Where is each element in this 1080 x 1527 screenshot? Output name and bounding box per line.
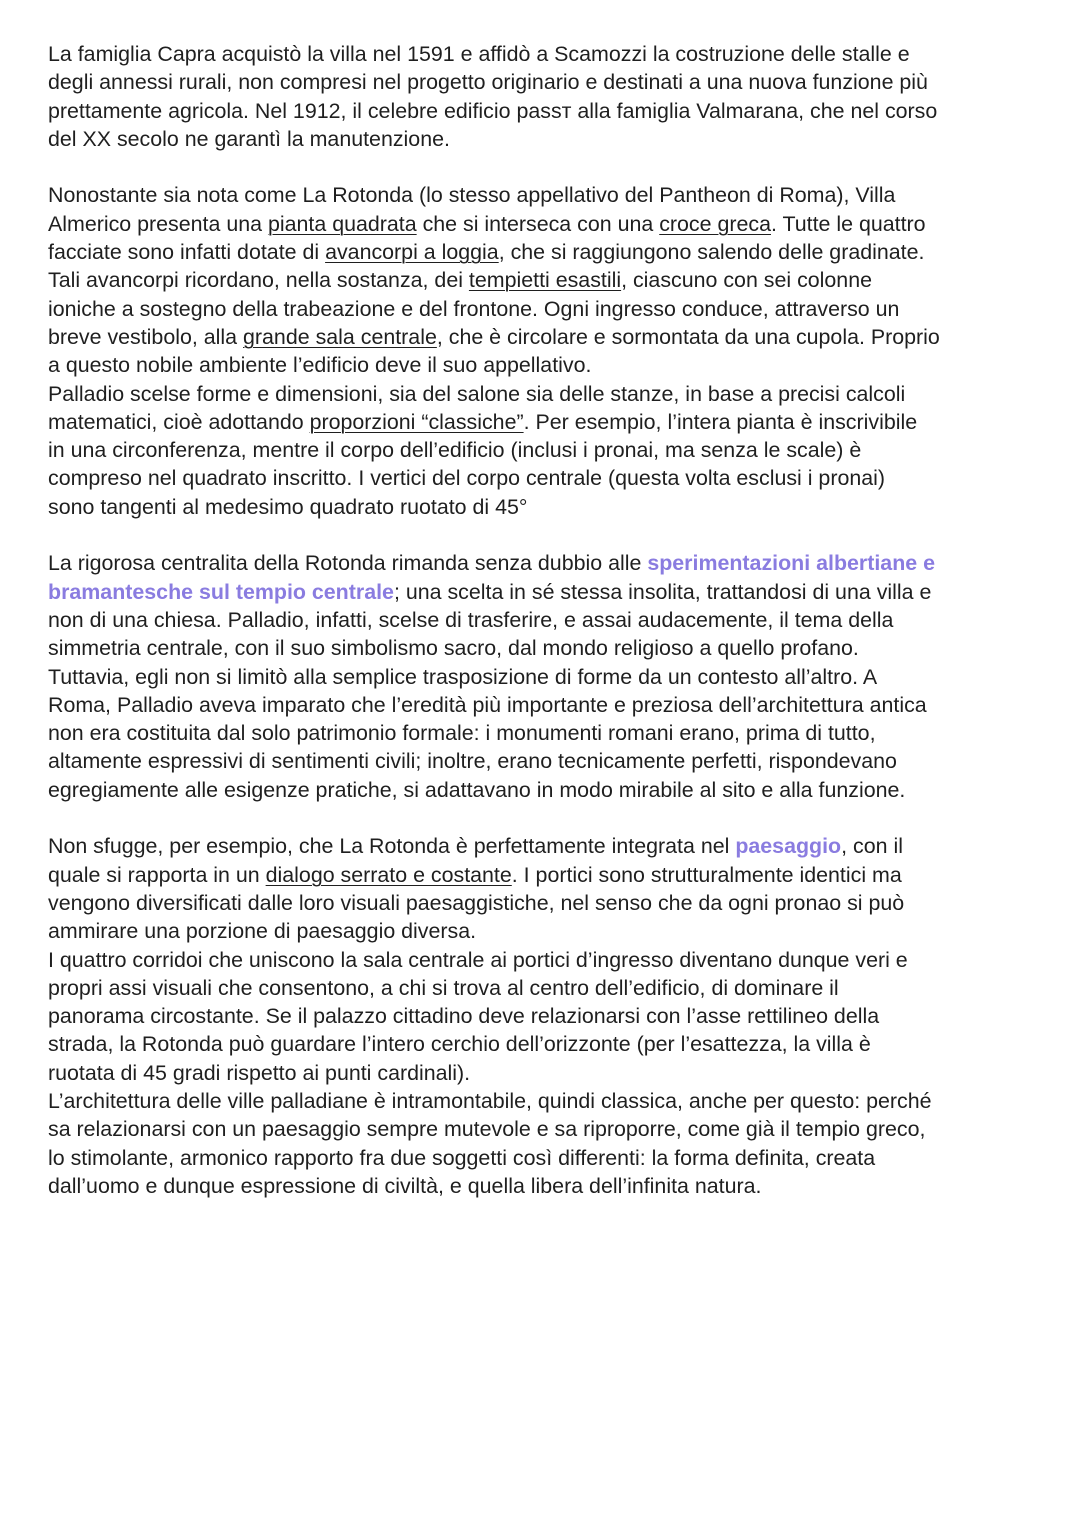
text-line: Roma, Palladio aveva imparato che l’eredità più importante e preziosa dell’architettura antica [48, 692, 927, 717]
highlight-paesaggio: paesaggio [735, 834, 842, 859]
text-line [48, 323, 1048, 351]
text-line: strada, la Rotonda può guardare l’intero cerchio dell’orizzonte (per l’esattezza, la villa è [48, 1032, 871, 1057]
highlight-tempio-centrale: bramantesche sul tempio centrale [48, 579, 394, 604]
text-run: , che si raggiungono salendo delle gradinate. [498, 240, 925, 265]
text-line: compreso nel quadrato inscritto. I vertici del corpo centrale (questa volta esclusi i pronai) [48, 466, 886, 491]
text-line: simmetria centrale, con il suo simbolismo sacro, dal mondo religioso a quello profano. [48, 636, 859, 661]
text-line: vengono diversificati dalle loro visuali paesaggistiche, nel senso che da ogni pronao si può [48, 890, 905, 915]
text-line: in una circonferenza, mentre il corpo dell’edificio (inclusi i pronai, ma senza le scale) è [48, 438, 862, 463]
paragraph-capra-family [48, 40, 1048, 153]
text-line [48, 549, 1048, 577]
text-line: Nonostante sia nota come La Rotonda (lo stesso appellativo del Pantheon di Roma), Villa [48, 183, 896, 208]
document-page [48, 40, 1048, 1228]
text-line: egregiamente alle esigenze pratiche, si adattavano in modo mirabile al sito e alla funzione. [48, 777, 906, 802]
underlined-term-pianta-quadrata: pianta quadrata [267, 211, 417, 236]
text-line: non era costituita dal solo patrimonio formale: i monumenti romani erano, prima di tutto, [48, 721, 876, 746]
text-run: ; una scelta in sé stessa insolita, trattandosi di una villa e [393, 579, 932, 604]
text-run: Almerico presenta una [48, 211, 268, 236]
underlined-term-dialogo: dialogo serrato e costante [265, 862, 512, 887]
text-run: . Tutte le quattro [770, 211, 926, 236]
text-line: L’architettura delle ville palladiane è intramontabile, quindi classica, anche per questo: perché [48, 1088, 932, 1113]
underlined-term-grande-sala: grande sala centrale [243, 324, 437, 349]
text-line [48, 861, 1048, 889]
paragraph-landscape [48, 832, 1048, 1200]
text-line: degli annessi rurali, non compresi nel progetto originario e destinati a una nuova funzione più [48, 70, 928, 95]
text-run: che si interseca con una [416, 211, 660, 236]
text-line: dall’uomo e dunque espressione di civiltà, e quella libera dell’infinita natura. [48, 1173, 762, 1198]
text-line [48, 210, 1048, 238]
underlined-term-proporzioni: proporzioni “classiche” [309, 409, 524, 434]
text-line [48, 266, 1048, 294]
text-run: . Per esempio, l’intera pianta è inscrivibile [523, 409, 918, 434]
text-run: . I portici sono strutturalmente identici ma [511, 862, 902, 887]
text-line: a questo nobile ambiente l’edificio deve il suo appellativo. [48, 353, 592, 378]
paragraph-rotonda-plan [48, 181, 1048, 521]
text-line: sa relazionarsi con un paesaggio sempre mutevole e sa riproporre, come già il tempio greco, [48, 1117, 926, 1142]
text-line: non di una chiesa. Palladio, infatti, scelse di trasferire, e assai audacemente, il tema della [48, 607, 894, 632]
underlined-term-croce-greca: croce greca [659, 211, 771, 236]
underlined-term-tempietti: tempietti esastili [468, 268, 622, 293]
text-line: La famiglia Capra acquistò la villa nel 1591 e affidò a Scamozzi la costruzione delle stalle e [48, 42, 910, 66]
text-line: ioniche a sostegno della trabeazione e del frontone. Ogni ingresso conduce, attraverso un [48, 296, 900, 321]
text-run: breve vestibolo, alla [48, 324, 244, 349]
text-line: del XX secolo ne garantì la manutenzione. [48, 126, 450, 151]
text-line: propri assi visuali che consentono, a chi si trova al centro dell’edificio, di dominare il [48, 975, 839, 1000]
text-run: La rigorosa centralita della Rotonda rimanda senza dubbio alle [48, 551, 648, 576]
text-line: I quattro corridoi che uniscono la sala centrale ai portici d’ingresso diventano dunque veri e [48, 947, 908, 972]
text-run: facciate sono infatti dotate di [48, 240, 326, 265]
text-line: sono tangenti al medesimo quadrato ruotato di 45° [48, 494, 528, 519]
text-run: quale si rapporta in un [48, 862, 266, 887]
text-line [48, 238, 1048, 266]
text-run: , ciascuno con sei colonne [621, 268, 872, 293]
text-line: ruotata di 45 gradi rispetto ai punti cardinali). [48, 1060, 471, 1085]
text-line [48, 408, 1048, 436]
text-line: Tuttavia, egli non si limitò alla semplice trasposizione di forme da un contesto all’altro. A [48, 664, 878, 689]
text-line: panorama circostante. Se il palazzo cittadino deve relazionarsi con l’asse rettilineo della [48, 1004, 880, 1029]
text-line: prettamente agricola. Nel 1912, il celebre edificio passт alla famiglia Valmarana, che nel corso [48, 98, 938, 123]
text-run: , con il [841, 834, 903, 859]
paragraph-centrality [48, 549, 1048, 804]
text-line: altamente espressivi di sentimenti civili; inoltre, erano tecnicamente perfetti, rispondevano [48, 749, 897, 774]
text-line: ammirare una porzione di paesaggio diversa. [48, 919, 477, 944]
text-run: matematici, cioè adottando [48, 409, 310, 434]
text-line [48, 832, 1048, 860]
text-line: Palladio scelse forme e dimensioni, sia del salone sia delle stanze, in base a precisi calcoli [48, 381, 906, 406]
underlined-term-avancorpi: avancorpi a loggia [325, 240, 499, 265]
text-line: lo stimolante, armonico rapporto fra due soggetti così differenti: la forma definita, creata [48, 1145, 876, 1170]
text-run: Non sfugge, per esempio, che La Rotonda è perfettamente integrata nel [48, 834, 736, 859]
text-line [48, 578, 1048, 606]
text-run: , che è circolare e sormontata da una cupola. Proprio [436, 324, 940, 349]
highlight-sperimentazioni: sperimentazioni albertiane e [647, 551, 936, 576]
text-run: Tali avancorpi ricordano, nella sostanza, dei [48, 268, 469, 293]
